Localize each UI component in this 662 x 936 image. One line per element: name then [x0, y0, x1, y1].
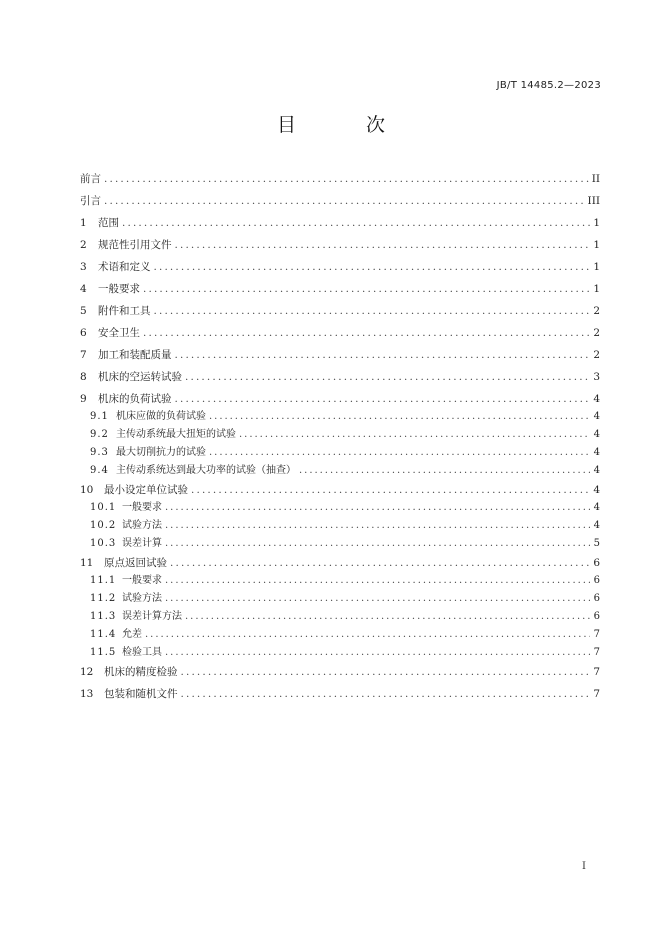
toc-dot-leader: [185, 609, 590, 625]
toc-entry[interactable]: [80, 325, 600, 341]
toc-entry[interactable]: [90, 573, 600, 589]
toc-entry-number: 12: [80, 666, 94, 678]
toc-entry[interactable]: [80, 391, 600, 407]
toc-entry-number: 9.4: [90, 465, 109, 476]
toc-entry-number: 10.1: [90, 502, 117, 513]
toc-entry-number: 11.3: [90, 611, 117, 622]
toc-dot-leader: [299, 463, 590, 479]
toc-entry[interactable]: [80, 215, 600, 231]
toc-dot-leader: [104, 193, 586, 209]
toc-entry-title: 引言: [80, 195, 101, 207]
toc-entry-page: 4: [593, 447, 600, 458]
toc-entry-number: 7: [80, 349, 87, 361]
toc-dot-leader: [239, 427, 590, 443]
toc-dot-leader: [143, 325, 590, 341]
toc-entry-number: 9: [80, 393, 87, 405]
toc-entry[interactable]: [80, 347, 600, 363]
toc-dot-leader: [209, 445, 590, 461]
toc-entry-title: 主传动系统达到最大功率的试验（抽查）: [116, 465, 296, 476]
toc-dot-leader: [145, 627, 590, 643]
toc-entry[interactable]: [90, 427, 600, 443]
toc-entry-page: 6: [593, 593, 600, 604]
toc-entry-number: 2: [80, 239, 87, 251]
toc-entry-number: 10.3: [90, 538, 117, 549]
toc-entry[interactable]: [80, 555, 600, 571]
toc-entry[interactable]: [80, 482, 600, 498]
toc-entry-page: 1: [593, 239, 600, 251]
toc-entry[interactable]: [80, 664, 600, 680]
toc-entry[interactable]: [90, 518, 600, 534]
toc-entry-number: 9.1: [90, 411, 109, 422]
toc-dot-leader: [165, 645, 590, 661]
toc-entry-number: 11.2: [90, 593, 117, 604]
toc-dot-leader: [175, 347, 591, 363]
toc-entry[interactable]: [90, 627, 600, 643]
toc-dot-leader: [154, 259, 591, 275]
toc-entry-number: 6: [80, 327, 87, 339]
toc-entry-page: II: [591, 173, 600, 185]
toc-dot-leader: [165, 518, 590, 534]
toc-entry-page: 4: [593, 484, 600, 496]
toc-entry-page: 4: [593, 411, 600, 422]
toc-entry-number: 3: [80, 261, 87, 273]
toc-dot-leader: [181, 686, 591, 702]
toc-entry-title: 安全卫生: [98, 327, 140, 339]
toc-entry[interactable]: [80, 303, 600, 319]
toc-entry-title: 允差: [122, 629, 142, 640]
toc-entry-title: 机床的负荷试验: [98, 393, 172, 405]
toc-entry[interactable]: [80, 369, 600, 385]
toc-entry[interactable]: [80, 259, 600, 275]
toc-entry[interactable]: [90, 445, 600, 461]
toc-dot-leader: [165, 573, 590, 589]
toc-dot-leader: [209, 409, 590, 425]
toc-dot-leader: [191, 482, 590, 498]
document-code: JB/T 14485.2—2023: [496, 80, 601, 91]
toc-entry-title: 一般要求: [98, 283, 140, 295]
toc-entry-number: 11.1: [90, 575, 117, 586]
toc-entry-number: 5: [80, 305, 87, 317]
toc-entry-number: 11: [80, 557, 94, 569]
toc-entry[interactable]: [90, 463, 600, 479]
toc-entry-number: 9.3: [90, 447, 109, 458]
toc-entry-page: 4: [593, 429, 600, 440]
toc-entry-title: 试验方法: [122, 593, 162, 604]
toc-entry-title: 机床的空运转试验: [98, 371, 182, 383]
toc-entry-page: 7: [593, 666, 600, 678]
toc-entry[interactable]: [90, 536, 600, 552]
toc-entry-page: 4: [593, 520, 600, 531]
toc-dot-leader: [181, 664, 591, 680]
toc-entry[interactable]: [80, 281, 600, 297]
toc-entry-title: 术语和定义: [98, 261, 151, 273]
toc-entry[interactable]: [80, 686, 600, 702]
toc-entry-page: 2: [593, 327, 600, 339]
toc-dot-leader: [185, 369, 590, 385]
toc-entry-title: 主传动系统最大扭矩的试验: [116, 429, 236, 440]
toc-entry-title: 误差计算方法: [122, 611, 182, 622]
toc-entry-page: 2: [593, 305, 600, 317]
toc-entry-title: 规范性引用文件: [98, 239, 172, 251]
toc-entry[interactable]: [90, 591, 600, 607]
toc-entry-number: 1: [80, 217, 87, 229]
toc-entry-title: 原点返回试验: [104, 557, 167, 569]
toc-entry-page: 7: [593, 629, 600, 640]
toc-entry[interactable]: [80, 171, 600, 187]
toc-entry-page: 7: [593, 647, 600, 658]
toc-entry-number: 11.5: [90, 647, 117, 658]
toc-entry-title: 包装和随机文件: [104, 688, 178, 700]
toc-entry-page: 4: [593, 393, 600, 405]
toc-entry-page: 6: [593, 611, 600, 622]
toc-dot-leader: [170, 555, 590, 571]
toc-entry-number: 9.2: [90, 429, 109, 440]
toc-dot-leader: [165, 591, 590, 607]
toc-entry-page: 6: [593, 575, 600, 586]
toc-entry[interactable]: [90, 609, 600, 625]
toc-entry-number: 11.4: [90, 629, 117, 640]
toc-entry-page: 3: [593, 371, 600, 383]
toc-entry[interactable]: [90, 645, 600, 661]
toc-entry[interactable]: [80, 237, 600, 253]
toc-dot-leader: [154, 303, 591, 319]
toc-entry-title: 机床的精度检验: [104, 666, 178, 678]
toc-entry-title: 附件和工具: [98, 305, 151, 317]
toc-entry-page: 7: [593, 688, 600, 700]
toc-entry-page: 1: [593, 283, 600, 295]
toc-entry-number: 13: [80, 688, 94, 700]
page-number: I: [582, 861, 586, 872]
toc-dot-leader: [143, 281, 590, 297]
toc-dot-leader: [175, 237, 591, 253]
toc-entry-title: 一般要求: [122, 575, 162, 586]
toc-entry-title: 机床应做的负荷试验: [116, 411, 206, 422]
toc-entry-page: 1: [593, 261, 600, 273]
toc-entry-title: 最小设定单位试验: [104, 484, 188, 496]
toc-entry-title: 最大切削抗力的试验: [116, 447, 206, 458]
toc-entry-title: 前言: [80, 173, 101, 185]
toc-entry-number: 10: [80, 484, 94, 496]
toc-entry-page: III: [587, 195, 600, 207]
toc-entry[interactable]: [80, 193, 600, 209]
toc-entry-title: 试验方法: [122, 520, 162, 531]
toc-entry-page: 5: [593, 538, 600, 549]
toc-entry-number: 4: [80, 283, 87, 295]
toc-entry-number: 8: [80, 371, 87, 383]
toc-entry-title: 范围: [98, 217, 119, 229]
toc-entry-title: 检验工具: [122, 647, 162, 658]
toc-entry-title: 加工和装配质量: [98, 349, 172, 361]
toc-dot-leader: [122, 215, 590, 231]
toc-dot-leader: [175, 391, 591, 407]
toc-dot-leader: [104, 171, 590, 187]
toc-entry-page: 6: [593, 557, 600, 569]
toc-entry-page: 2: [593, 349, 600, 361]
toc-entry-page: 4: [593, 502, 600, 513]
toc-title: 目 次: [276, 114, 418, 136]
toc-entry-number: 10.2: [90, 520, 117, 531]
toc-dot-leader: [165, 500, 590, 516]
toc-dot-leader: [165, 536, 590, 552]
toc-entry-title: 误差计算: [122, 538, 162, 549]
toc-entry-page: 4: [593, 465, 600, 476]
toc-entry[interactable]: [90, 500, 600, 516]
toc-entry-page: 1: [593, 217, 600, 229]
toc-entry[interactable]: [90, 409, 600, 425]
toc-entry-title: 一般要求: [122, 502, 162, 513]
